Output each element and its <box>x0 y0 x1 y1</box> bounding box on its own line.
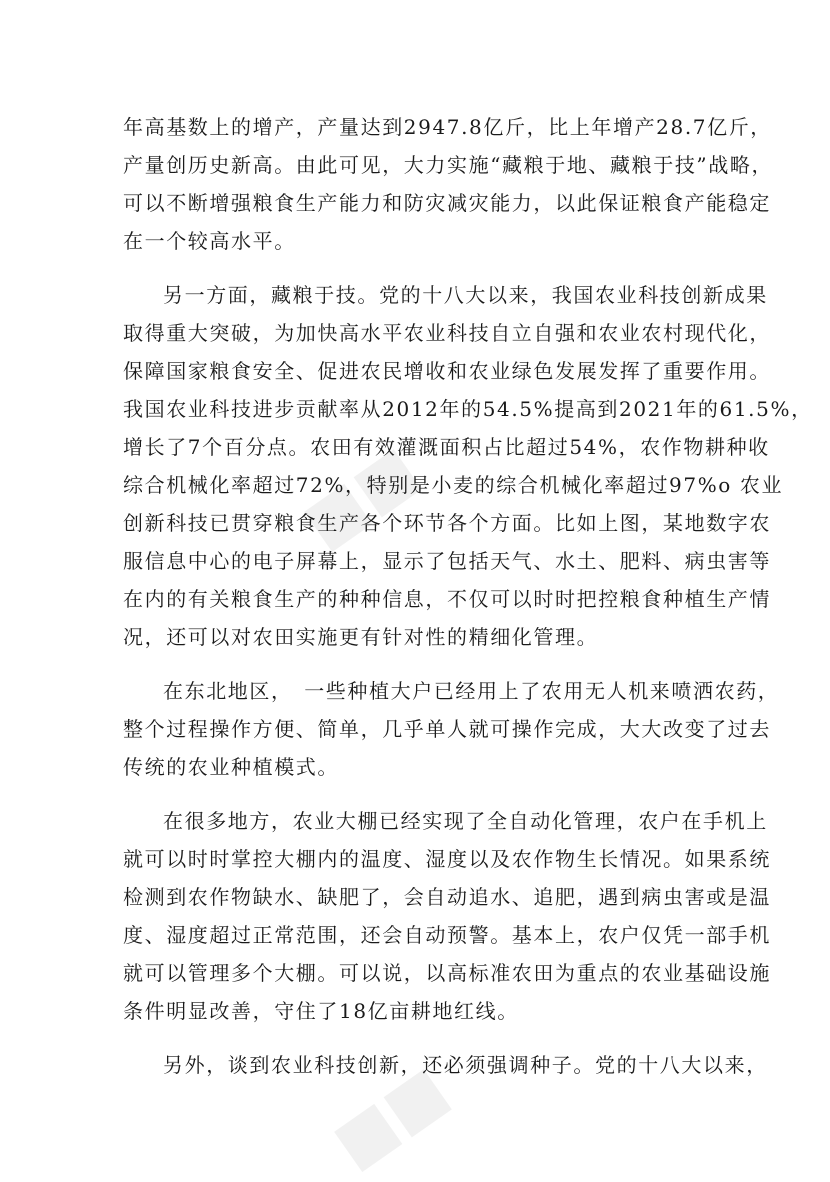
paragraph <box>123 113 774 255</box>
text-line: 另一方面，藏粮于技。党的十八大以来，我国农业科技创新成果 <box>163 283 768 307</box>
text-line: 整个过程操作方便、简单，几乎单人就可操作完成，大大改变了过去 <box>123 717 771 741</box>
text-line: 综合机械化率超过72%，特别是小麦的综合机械化率超过97%o 农业 <box>123 473 784 497</box>
text-line: 增长了7个百分点。农田有效灌溉面积占比超过54%，农作物耕种收 <box>123 435 770 459</box>
paragraph <box>123 281 813 651</box>
paragraph <box>123 677 780 781</box>
text-line: 就可以管理多个大棚。可以说，以高标准农田为重点的农业基础设施 <box>123 961 771 985</box>
text-line: 年高基数上的增产，产量达到2947.8亿斤，比上年增产28.7亿斤， <box>123 115 772 139</box>
text-line: 保障国家粮食安全、促进农民增收和农业绿色发展发挥了重要作用。 <box>123 359 771 383</box>
text-line: 在一个较高水平。 <box>123 229 296 253</box>
text-line: 创新科技已贯穿粮食生产各个环节各个方面。比如上图，某地数字农 <box>123 511 771 535</box>
text-line: 产量创历史新高。由此可见，大力实施“藏粮于地、藏粮于技”战略， <box>123 153 774 177</box>
text-line: 况，还可以对农田实施更有针对性的精细化管理。 <box>123 625 599 649</box>
watermark-mark: ■■ <box>319 1052 462 1182</box>
body-text <box>123 113 813 1089</box>
paragraph <box>123 1051 768 1079</box>
text-line: 在很多地方，农业大棚已经实现了全自动化管理，农户在手机上 <box>163 809 768 833</box>
paragraph <box>123 807 771 1025</box>
watermark-mark: ■■ <box>289 432 432 562</box>
text-line: 可以不断增强粮食生产能力和防灾减灾能力，以此保证粮食产能稳定 <box>123 191 771 215</box>
text-line: 度、湿度超过正常范围，还会自动预警。基本上，农户仅凭一部手机 <box>123 923 771 947</box>
text-line: 我国农业科技进步贡献率从2012年的54.5%提高到2021年的61.5%， <box>123 397 813 421</box>
text-line: 条件明显改善，守住了18亿亩耕地红线。 <box>123 999 519 1023</box>
text-line: 服信息中心的电子屏幕上，显示了包括天气、水土、肥料、病虫害等 <box>123 549 771 573</box>
text-line: 另外，谈到农业科技创新，还必须强调种子。党的十八大以来， <box>163 1053 768 1077</box>
text-line: 检测到农作物缺水、缺肥了，会自动追水、追肥，遇到病虫害或是温 <box>123 885 771 909</box>
text-line: 传统的农业种植模式。 <box>123 755 339 779</box>
text-line: 在东北地区， 一些种植大户已经用上了农用无人机来喷洒农药， <box>163 679 780 703</box>
text-line: 在内的有关粮食生产的种种信息，不仅可以时时把控粮食种植生产情 <box>123 587 771 611</box>
text-line: 就可以时时掌控大棚内的温度、湿度以及农作物生长情况。如果系统 <box>123 847 771 871</box>
text-line: 取得重大突破，为加快高水平农业科技自立自强和农业农村现代化， <box>123 321 771 345</box>
